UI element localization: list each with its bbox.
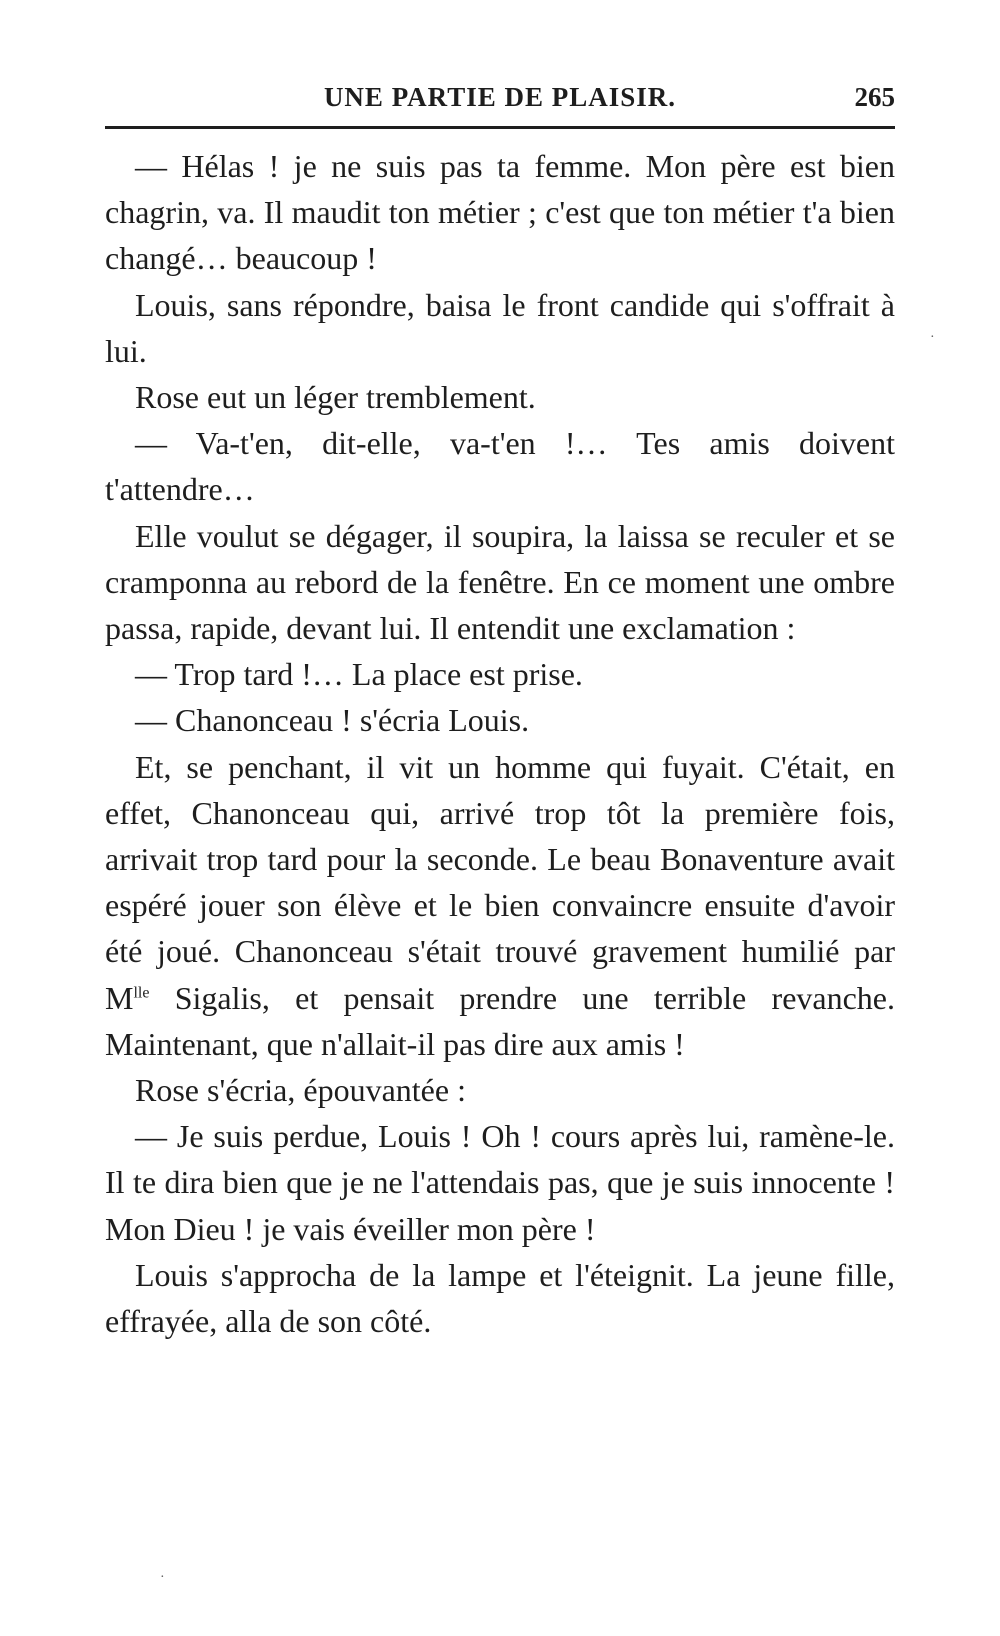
paragraph-2: Louis, sans répondre, baisa le front candide qui s'offrait à lui. — [105, 286, 895, 369]
page-number: 265 — [854, 82, 895, 112]
paragraph-1: — Hélas ! je ne suis pas ta femme. Mon père est bien chagrin, va. Il maudit ton métier ; c'est que ton métier t'a bien changé… beaucoup ! — [105, 148, 895, 277]
paragraph-4: — Va-t'en, dit-elle, va-t'en !… Tes amis doivent t'attendre… — [105, 425, 895, 508]
paragraph-5: Elle voulut se dégager, il soupira, la laissa se reculer et se cramponna au rebord de la fenêtre. En ce moment une ombre passa, rapide, devant lui. Il entendit une exclamation : — [105, 517, 895, 647]
abbrev-mademoiselle-superscript: lle — [133, 984, 150, 1001]
header-rule — [105, 126, 895, 129]
paragraph-3: Rose eut un léger tremblement. — [135, 379, 536, 416]
body-text — [105, 143, 895, 1344]
paragraph-7: — Chanonceau ! s'écria Louis. — [135, 702, 530, 739]
paragraph-8-text: Et, se penchant, il vit un homme qui fuyait. C'était, en effet, Chanonceau qui, arrivé trop tôt la première fois, arrivait trop tard pour la seconde. Le beau Bonaventure avait espéré jouer son élève et le bien convaincre ensuite d'avoir été joué. Chanonceau s'était trouvé gravement humilié par — [105, 748, 895, 970]
paragraph-11: Louis s'approcha de la lampe et l'éteignit. La jeune fille, effrayée, alla de son côté. — [105, 1256, 895, 1340]
running-head-title: UNE PARTIE DE PLAISIR. — [323, 82, 677, 112]
paragraph-8 — [105, 744, 895, 1067]
bottom-speck: · — [160, 1570, 165, 1585]
running-head — [105, 70, 895, 126]
abbrev-mademoiselle: M — [105, 979, 134, 1016]
paragraph-6: — Trop tard !… La place est prise. — [135, 656, 583, 693]
margin-speck: · — [930, 330, 935, 345]
paragraph-9: Rose s'écria, épouvantée : — [135, 1072, 466, 1109]
paragraph-10: — Je suis perdue, Louis ! Oh ! cours après lui, ramène-le. Il te dira bien que je ne l'attendais pas, que je suis innocente ! Mon Dieu ! je vais éveiller mon père ! — [105, 1118, 895, 1247]
paragraph-8-tail: Sigalis, et pensait prendre une terrible revanche. Maintenant, que n'allait-il pas dire aux amis ! — [105, 979, 895, 1062]
book-page — [105, 70, 895, 1344]
